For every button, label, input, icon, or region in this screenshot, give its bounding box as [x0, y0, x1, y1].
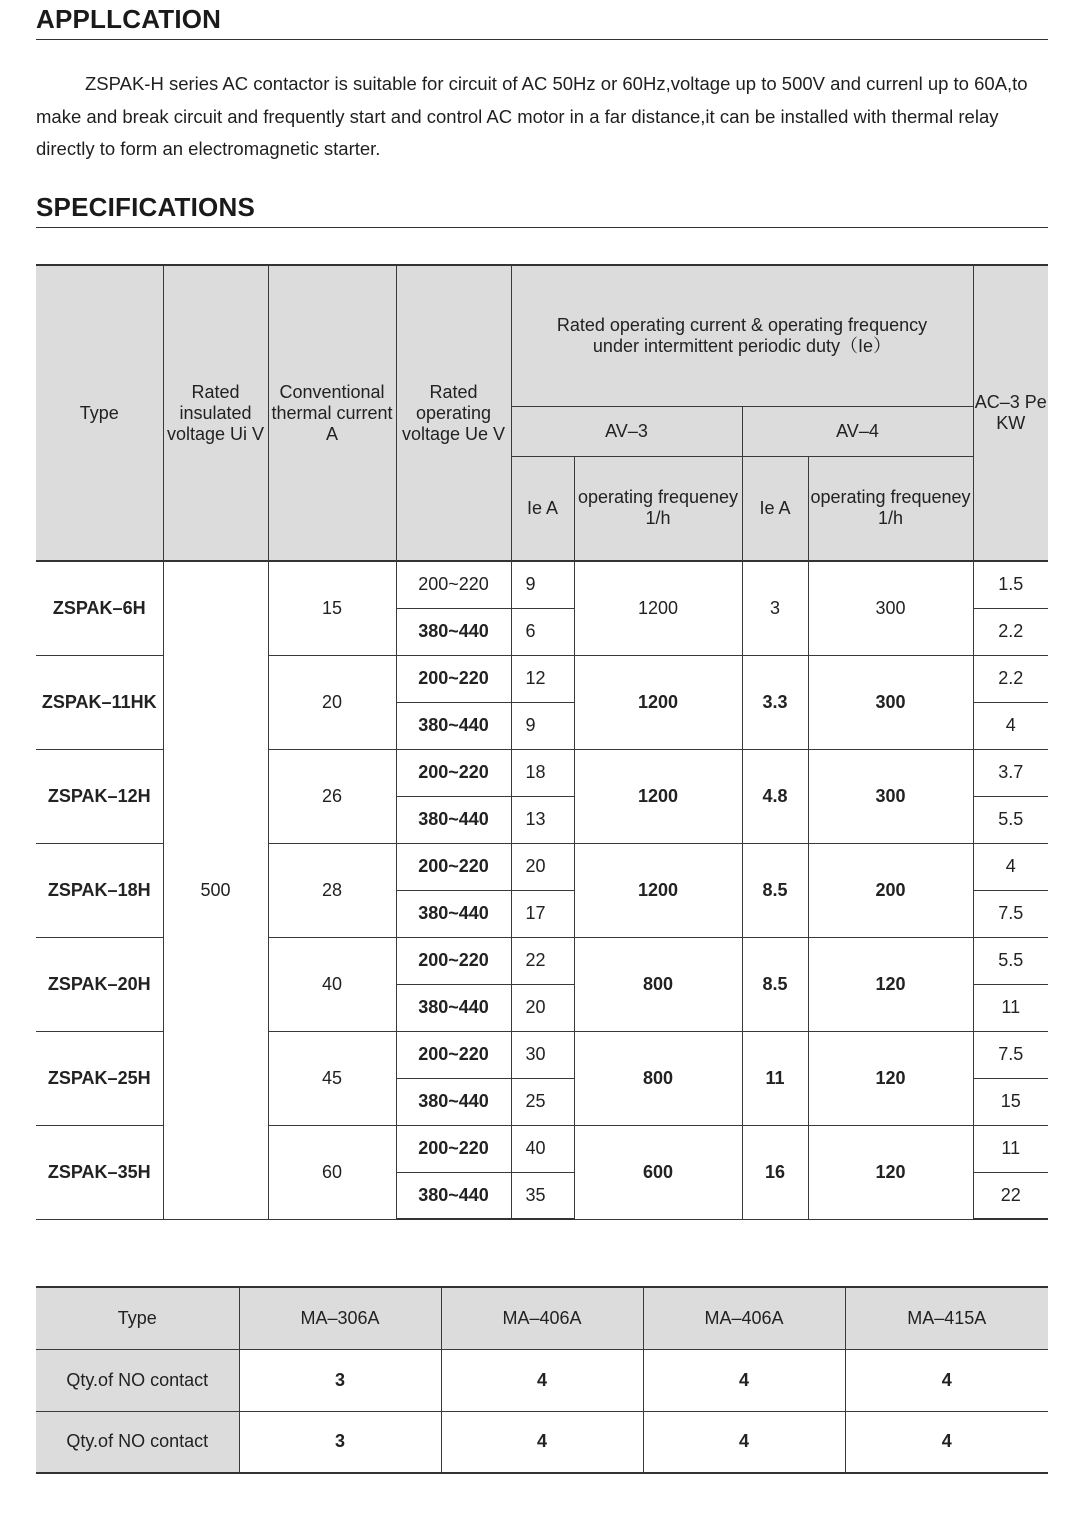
row-type: ZSPAK–12H — [36, 749, 163, 843]
thermal-current: 26 — [268, 749, 396, 843]
av3-frequency: 800 — [574, 937, 742, 1031]
voltage-high: 380~440 — [396, 608, 511, 655]
header-ac3-power: AC–3 Pe KW — [973, 265, 1048, 561]
application-divider — [36, 39, 1048, 40]
ie-high: 20 — [511, 984, 574, 1031]
pe-low: 7.5 — [973, 1031, 1048, 1078]
voltage-low: 200~220 — [396, 749, 511, 796]
ie-low: 18 — [511, 749, 574, 796]
application-paragraph: ZSPAK-H series AC contactor is suitable for circuit of AC 50Hz or 60Hz,voltage up to 500V and currenl up to 60A,to make and break circuit and frequently start and control AC motor in a far distance,it can be installed with thermal relay directly to form an electromagnetic starter. — [36, 73, 1028, 159]
ie-low: 20 — [511, 843, 574, 890]
thermal-current: 15 — [268, 561, 396, 655]
contact-table — [36, 1286, 1048, 1474]
contact-header-type: Type — [36, 1287, 239, 1349]
contact-value: 4 — [643, 1411, 845, 1473]
ie-high: 35 — [511, 1172, 574, 1219]
header-av3-ie: Ie A — [511, 456, 574, 561]
ie-low: 22 — [511, 937, 574, 984]
pe-high: 11 — [973, 984, 1048, 1031]
header-rated-operating-voltage: Rated operating voltage Ue V — [396, 265, 511, 561]
av3-frequency: 1200 — [574, 561, 742, 655]
voltage-high: 380~440 — [396, 1078, 511, 1125]
pe-low: 4 — [973, 843, 1048, 890]
thermal-current: 28 — [268, 843, 396, 937]
pe-high: 7.5 — [973, 890, 1048, 937]
voltage-high: 380~440 — [396, 890, 511, 937]
voltage-low: 200~220 — [396, 655, 511, 702]
ie-low: 12 — [511, 655, 574, 702]
rated-insulated-voltage-value: 500 — [163, 561, 268, 1219]
row-type: ZSPAK–18H — [36, 843, 163, 937]
av4-ie: 16 — [742, 1125, 808, 1219]
row-type: ZSPAK–20H — [36, 937, 163, 1031]
ie-high: 9 — [511, 702, 574, 749]
av3-frequency: 1200 — [574, 843, 742, 937]
av4-ie: 11 — [742, 1031, 808, 1125]
pe-low: 2.2 — [973, 655, 1048, 702]
voltage-high: 380~440 — [396, 702, 511, 749]
row-type: ZSPAK–35H — [36, 1125, 163, 1219]
contact-value: 4 — [845, 1411, 1048, 1473]
ie-high: 25 — [511, 1078, 574, 1125]
ie-high: 13 — [511, 796, 574, 843]
pe-low: 5.5 — [973, 937, 1048, 984]
header-rated-operating-current: Rated operating current & operating frequency under intermittent periodic duty（Ie） — [511, 265, 973, 406]
ie-high: 17 — [511, 890, 574, 937]
av4-ie: 3.3 — [742, 655, 808, 749]
av4-ie: 8.5 — [742, 937, 808, 1031]
av4-frequency: 300 — [808, 655, 973, 749]
av4-ie: 8.5 — [742, 843, 808, 937]
voltage-low: 200~220 — [396, 1031, 511, 1078]
specifications-table — [36, 264, 1048, 1220]
specifications-heading: SPECIFICATIONS — [36, 192, 256, 222]
voltage-high: 380~440 — [396, 984, 511, 1031]
ie-high: 6 — [511, 608, 574, 655]
ie-low: 30 — [511, 1031, 574, 1078]
contact-value: 4 — [845, 1349, 1048, 1411]
contact-value: 3 — [239, 1349, 441, 1411]
voltage-high: 380~440 — [396, 1172, 511, 1219]
thermal-current: 60 — [268, 1125, 396, 1219]
row-type: ZSPAK–25H — [36, 1031, 163, 1125]
pe-low: 11 — [973, 1125, 1048, 1172]
header-av4: AV–4 — [742, 406, 973, 456]
header-av3: AV–3 — [511, 406, 742, 456]
contact-row-label: Qty.of NO contact — [36, 1349, 239, 1411]
header-av3-frequency: operating frequeney 1/h — [574, 456, 742, 561]
av3-frequency: 600 — [574, 1125, 742, 1219]
header-rated-insulated-voltage: Rated insulated voltage Ui V — [163, 265, 268, 561]
contact-header-model: MA–406A — [643, 1287, 845, 1349]
pe-high: 2.2 — [973, 608, 1048, 655]
voltage-low: 200~220 — [396, 561, 511, 608]
voltage-low: 200~220 — [396, 937, 511, 984]
av4-frequency: 200 — [808, 843, 973, 937]
contact-header-model: MA–406A — [441, 1287, 643, 1349]
thermal-current: 40 — [268, 937, 396, 1031]
header-av4-frequency: operating frequeney 1/h — [808, 456, 973, 561]
specifications-divider — [36, 227, 1048, 228]
av4-ie: 4.8 — [742, 749, 808, 843]
pe-high: 4 — [973, 702, 1048, 749]
voltage-low: 200~220 — [396, 843, 511, 890]
contact-value: 3 — [239, 1411, 441, 1473]
pe-high: 15 — [973, 1078, 1048, 1125]
av4-frequency: 120 — [808, 937, 973, 1031]
av3-frequency: 800 — [574, 1031, 742, 1125]
contact-header-model: MA–306A — [239, 1287, 441, 1349]
ie-low: 9 — [511, 561, 574, 608]
av4-frequency: 300 — [808, 749, 973, 843]
contact-value: 4 — [441, 1411, 643, 1473]
row-type: ZSPAK–11HK — [36, 655, 163, 749]
header-conventional-thermal-current: Conventional thermal current A — [268, 265, 396, 561]
thermal-current: 45 — [268, 1031, 396, 1125]
voltage-low: 200~220 — [396, 1125, 511, 1172]
pe-low: 1.5 — [973, 561, 1048, 608]
ie-low: 40 — [511, 1125, 574, 1172]
av3-frequency: 1200 — [574, 749, 742, 843]
av4-ie: 3 — [742, 561, 808, 655]
application-heading: APPLLCATION — [36, 4, 222, 34]
pe-low: 3.7 — [973, 749, 1048, 796]
av4-frequency: 300 — [808, 561, 973, 655]
row-type: ZSPAK–6H — [36, 561, 163, 655]
contact-header-model: MA–415A — [845, 1287, 1048, 1349]
contact-value: 4 — [643, 1349, 845, 1411]
header-type: Type — [36, 265, 163, 561]
header-av4-ie: Ie A — [742, 456, 808, 561]
contact-row-label: Qty.of NO contact — [36, 1411, 239, 1473]
pe-high: 22 — [973, 1172, 1048, 1219]
contact-value: 4 — [441, 1349, 643, 1411]
av3-frequency: 1200 — [574, 655, 742, 749]
av4-frequency: 120 — [808, 1125, 973, 1219]
av4-frequency: 120 — [808, 1031, 973, 1125]
voltage-high: 380~440 — [396, 796, 511, 843]
thermal-current: 20 — [268, 655, 396, 749]
pe-high: 5.5 — [973, 796, 1048, 843]
